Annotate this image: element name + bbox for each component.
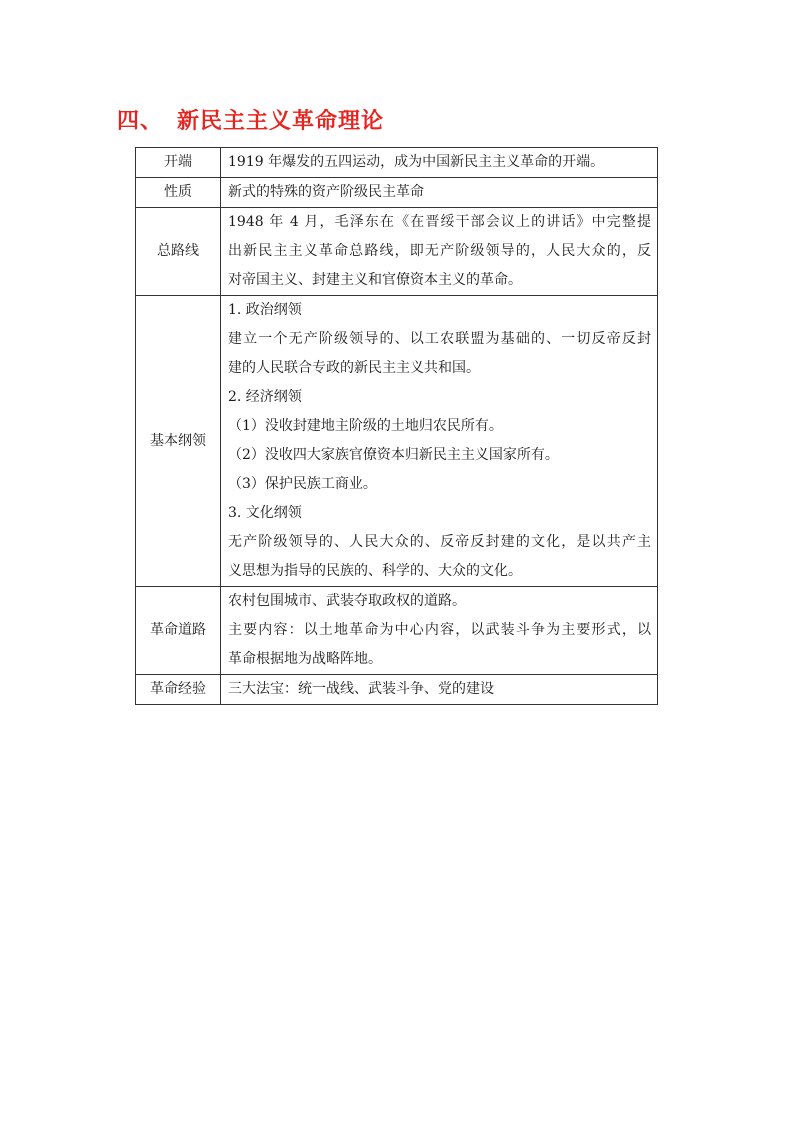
table-row <box>136 178 658 208</box>
content-line: （2）没收四大家族官僚资本归新民主主义国家所有。 <box>228 447 559 463</box>
content-line: 2. 经济纲领 <box>228 389 302 405</box>
section-number: 四、 <box>117 109 164 134</box>
content-line: 义思想为指导的民族的、科学的、大众的文化。 <box>228 563 522 579</box>
content-line: （3）保护民族工商业。 <box>228 476 377 492</box>
row-label: 基本纲领 <box>136 296 221 587</box>
content-line: 1919 年爆发的五四运动，成为中国新民主主义革命的开端。 <box>228 154 605 170</box>
content-line: （1）没收封建地主阶级的土地归农民所有。 <box>228 418 503 434</box>
content-line: 三大法宝：统一战线、武装斗争、党的建设 <box>228 681 494 697</box>
row-content <box>221 675 658 705</box>
content-line: 建的人民联合专政的新民主主义共和国。 <box>228 360 480 376</box>
content-line: 新式的特殊的资产阶级民主革命 <box>228 184 424 200</box>
row-content <box>221 178 658 208</box>
content-line: 无产阶级领导的、人民大众的、反帝反封建的文化，是以共产主 <box>228 534 651 550</box>
content-line: 出新民主主义革命总路线，即无产阶级领导的，人民大众的，反 <box>228 243 651 259</box>
table-row <box>136 675 658 705</box>
content-line: 对帝国主义、封建主义和官僚资本主义的革命。 <box>228 272 522 288</box>
content-line: 革命根据地为战略阵地。 <box>228 651 382 667</box>
row-content <box>221 587 658 675</box>
row-content <box>221 208 658 296</box>
content-line: 1. 政治纲领 <box>228 302 302 318</box>
content-line: 1948 年 4 月，毛泽东在《在晋绥干部会议上的讲话》中完整提 <box>228 214 651 230</box>
content-line: 农村包围城市、武装夺取政权的道路。 <box>228 593 466 609</box>
table-row <box>136 208 658 296</box>
table-row <box>136 148 658 178</box>
table-row <box>136 296 658 587</box>
section-heading <box>117 104 384 135</box>
row-content <box>221 148 658 178</box>
row-label: 总路线 <box>136 208 221 296</box>
row-label: 革命经验 <box>136 675 221 705</box>
row-content <box>221 296 658 587</box>
table-row <box>136 587 658 675</box>
row-label: 开端 <box>136 148 221 178</box>
content-line: 3. 文化纲领 <box>228 505 302 521</box>
knowledge-table <box>135 147 658 705</box>
content-line: 主要内容：以土地革命为中心内容，以武装斗争为主要形式，以 <box>228 622 651 638</box>
section-title: 新民主主义革命理论 <box>177 109 385 134</box>
row-label: 革命道路 <box>136 587 221 675</box>
content-line: 建立一个无产阶级领导的、以工农联盟为基础的、一切反帝反封 <box>228 331 651 347</box>
row-label: 性质 <box>136 178 221 208</box>
